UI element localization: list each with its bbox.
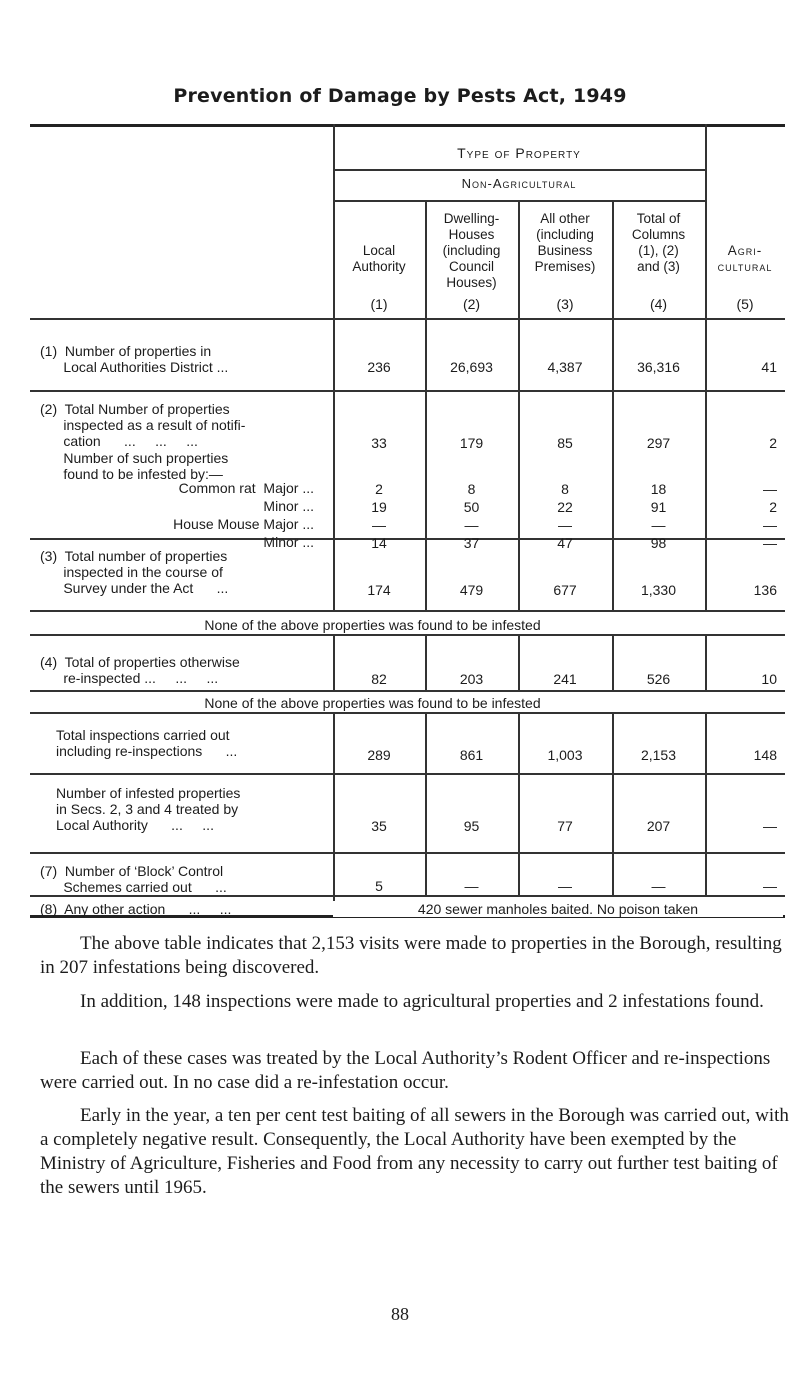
table-top-rule (30, 124, 785, 127)
row-label: Survey under the Act ... (40, 580, 229, 596)
other-action-note: 420 sewer manholes baited. No poison taken (333, 901, 783, 917)
table-cell: 91 (650, 499, 667, 515)
table-cell: 148 (753, 747, 777, 763)
table-cell: 179 (459, 435, 484, 451)
column-header-number: (3) (556, 296, 574, 312)
table-cell: — (651, 517, 666, 533)
table-cell: 47 (557, 535, 573, 551)
table-cell: 479 (459, 582, 484, 598)
table-cell: 236 (367, 359, 391, 375)
header-non-agricultural: Non-Agricultural (461, 176, 577, 191)
row-label: Common rat Major ... (178, 480, 314, 496)
page-title: Prevention of Damage by Pests Act, 1949 (173, 85, 627, 107)
row-label: Schemes carried out ... (40, 879, 227, 895)
paragraph: In addition, 148 inspections were made to agricultural properties and 2 infestations found. (80, 991, 764, 1012)
table-cell: 207 (646, 818, 671, 834)
table-cell: — (763, 517, 777, 533)
row-label: found to be infested by:— (40, 466, 223, 482)
table-cell: 1,003 (547, 747, 583, 763)
column-header-number: (5) (736, 296, 754, 312)
table-cell: 98 (650, 535, 667, 551)
column-header-label: Total of Columns (1), (2) and (3) (631, 211, 686, 274)
table-cell: 95 (463, 818, 480, 834)
table-cell: 1,330 (640, 582, 677, 598)
table-cell: 203 (459, 671, 484, 687)
table-cell: — (464, 878, 479, 894)
row-label: Minor ... (263, 498, 314, 514)
table-cell: 526 (646, 671, 671, 687)
table-cell: 22 (557, 499, 573, 515)
column-rule (705, 712, 707, 895)
row-label: Minor ... (263, 534, 314, 550)
column-rule (425, 712, 427, 895)
row-label: inspected in the course of (40, 564, 223, 580)
table-cell: 289 (367, 747, 391, 763)
table-cell: — (558, 517, 572, 533)
table-cell: 10 (761, 671, 777, 687)
table-cell: 35 (371, 818, 387, 834)
table-cell: — (372, 517, 386, 533)
table-cell: 5 (375, 878, 383, 894)
row-label: (7) Number of ‘Block’ Control (40, 863, 224, 879)
column-rule (518, 712, 520, 895)
row-label: Local Authorities District ... (40, 359, 229, 375)
table-cell: — (763, 878, 777, 894)
row-label: (8) Any other action ... ... (40, 901, 232, 917)
row-label: in Secs. 2, 3 and 4 treated by (56, 801, 239, 817)
column-header-number: (2) (462, 296, 481, 312)
paragraph: The above table indicates that 2,153 visits were made to properties in the Borough, resulting in 207 infestations being discovered. (40, 933, 782, 978)
section-note: None of the above properties was found to be infested (40, 695, 705, 711)
rule (30, 610, 785, 612)
rule (30, 690, 785, 692)
table-cell: 174 (367, 582, 391, 598)
table-cell: 2 (769, 435, 777, 451)
column-header-number: (4) (649, 296, 668, 312)
table-cell: 19 (371, 499, 387, 515)
paragraph: Each of these cases was treated by the Local Authority’s Rodent Officer and re-inspections were carried out. In no case did a re-infestation occur. (40, 1048, 771, 1093)
paragraph: Early in the year, a ten per cent test baiting of all sewers in the Borough was carried out, with a completely negative result. Consequently, the Local Authority have been exempted by the Ministry of Agriculture, Fisheries and Food from any necessity to carry out further test baiting of the sewers until 1965. (40, 1105, 789, 1198)
table-cell: 241 (553, 671, 577, 687)
table-cell: — (763, 535, 777, 551)
table-cell: 82 (371, 671, 387, 687)
table-cell: 85 (557, 435, 573, 451)
table-cell: — (558, 878, 572, 894)
table-cell: 2,153 (640, 747, 677, 763)
table-cell: 37 (463, 535, 480, 551)
table-cell: 4,387 (547, 359, 583, 375)
column-header-label: Agri- cultural (717, 243, 773, 274)
table-cell: 297 (646, 435, 671, 451)
table-cell: 2 (769, 499, 777, 515)
rule (333, 169, 705, 171)
row-label: Number of such properties (40, 450, 229, 466)
row-label: House Mouse Major ... (173, 516, 314, 532)
row-label: (1) Number of properties in (40, 343, 212, 359)
table-cell: 677 (553, 582, 577, 598)
row-label: re-inspected ... ... ... (40, 670, 219, 686)
table-cell: 8 (467, 481, 476, 497)
table-cell: — (464, 517, 479, 533)
table-cell: 18 (650, 481, 667, 497)
row-label: (4) Total of properties otherwise (40, 654, 240, 670)
page-number: 88 (391, 1304, 409, 1324)
rule (30, 390, 785, 392)
table-cell: 861 (459, 747, 484, 763)
rule (30, 895, 785, 897)
table-cell: 26,693 (450, 359, 493, 375)
rule (30, 773, 785, 775)
row-label: Total inspections carried out (56, 727, 230, 743)
column-rule (612, 712, 614, 895)
rule (30, 712, 785, 714)
row-label: Number of infested properties (56, 785, 241, 801)
table-cell: 136 (753, 582, 777, 598)
table-cell: 2 (375, 481, 383, 497)
table-cell: 36,316 (637, 359, 680, 375)
rule (30, 634, 785, 636)
column-header-label: All other (including Business Premises) (534, 211, 596, 274)
header-type-of-property: Type of Property (457, 145, 581, 161)
row-label: (2) Total Number of properties (40, 401, 230, 417)
table-cell: 77 (557, 818, 573, 834)
table-cell: 14 (371, 535, 387, 551)
table-cell: 33 (371, 435, 387, 451)
rule (30, 318, 785, 320)
column-header-label: Local Authority (352, 243, 406, 274)
row-label: (3) Total number of properties (40, 548, 228, 564)
table-cell: — (763, 481, 777, 497)
table-cell: 41 (761, 359, 777, 375)
table-cell: 50 (463, 499, 480, 515)
table-cell: — (763, 818, 777, 834)
row-label: cation ... ... ... (40, 433, 198, 449)
table-cell: 8 (561, 481, 569, 497)
row-label: including re-inspections ... (56, 743, 238, 759)
row-label: inspected as a result of notifi- (40, 417, 246, 433)
column-header-label: Dwelling- Houses (including Council Houses) (442, 211, 501, 290)
section-note: None of the above properties was found to be infested (40, 617, 705, 633)
column-header-number: (1) (370, 296, 388, 312)
rule (30, 852, 785, 854)
row-label: Local Authority ... ... (56, 817, 214, 833)
table-cell: — (651, 878, 666, 894)
